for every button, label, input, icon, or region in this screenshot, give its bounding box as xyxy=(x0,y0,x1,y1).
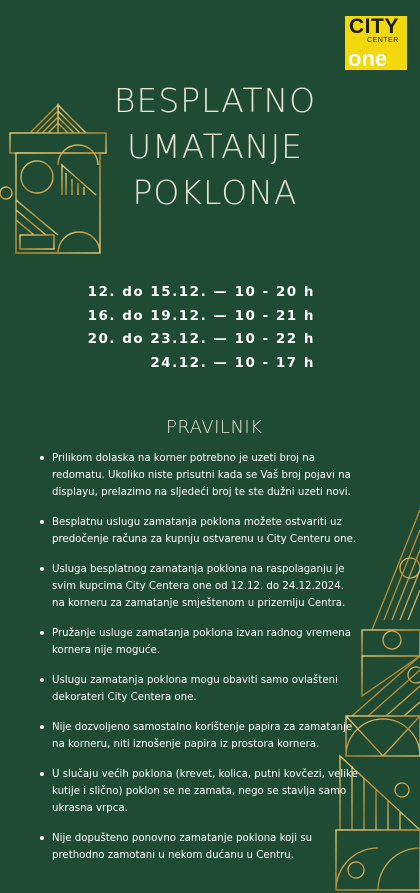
title-line: POKLONA xyxy=(132,173,298,212)
bullet-dot-icon xyxy=(40,520,44,524)
rules-heading: PRAVILNIK xyxy=(166,417,263,438)
logo-center-text: CENTER xyxy=(367,37,399,44)
rule-text: Usluga besplatnog zamatanja poklona na raspolaganju je svim kupcima City Centera one od 12.12. do 24.12.2024. na korneru za zamatanje smještenom u prizemlju Centra. xyxy=(52,564,346,609)
schedule-row: 16. do 19.12. — 10 - 21 h xyxy=(87,307,315,324)
list-item xyxy=(38,561,358,612)
logo-bottom-block xyxy=(345,46,407,71)
logo-one-text: one xyxy=(348,46,388,71)
page-title xyxy=(100,78,330,216)
title-line: BESPLATNO xyxy=(113,81,317,120)
list-item xyxy=(38,766,358,817)
list-item xyxy=(38,625,358,659)
city-center-one-logo xyxy=(345,16,407,70)
schedule-row: 24.12. — 10 - 17 h xyxy=(150,354,315,371)
gift-box-illustration xyxy=(0,95,110,260)
list-item xyxy=(38,450,358,501)
rule-text: U slučaju većih poklona (krevet, kolica, putni kovčezi, velike kutije i slično) poklon se ne zamata, nego se stavlja samo ukrasna vrpca. xyxy=(52,769,358,814)
opening-hours-schedule xyxy=(60,284,360,378)
rule-text: Besplatnu uslugu zamatanja poklona možete ostvariti uz predočenje računa za kupnju ostvarenu u City Centeru one. xyxy=(52,517,357,545)
christmas-tree-illustration xyxy=(332,490,420,893)
list-item xyxy=(38,672,358,706)
bullet-dot-icon xyxy=(40,678,44,682)
list-item xyxy=(38,514,358,548)
rules-list xyxy=(38,450,358,877)
bullet-dot-icon xyxy=(40,836,44,840)
bullet-dot-icon xyxy=(40,725,44,729)
bullet-dot-icon xyxy=(40,631,44,635)
bullet-dot-icon xyxy=(40,567,44,571)
rule-text: Nije dozvoljeno samostalno korištenje papira za zamatanje na korneru, niti iznošenje papira iz prostora kornera. xyxy=(52,722,353,750)
rule-text: Prilikom dolaska na korner potrebno je uzeti broj na redomatu. Ukoliko niste prisutni kada se Vaš broj pojavi na displayu, prelazimo na sljedeći broj te ste dužni uzeti novi. xyxy=(52,453,351,498)
logo-city-text: CITY xyxy=(349,15,399,38)
bullet-dot-icon xyxy=(40,456,44,460)
schedule-row: 20. do 23.12. — 10 - 22 h xyxy=(87,331,315,347)
rule-text: Uslugu zamatanja poklona mogu obaviti samo ovlašteni dekorateri City Centera one. xyxy=(52,675,338,703)
title-line: UMATANJE xyxy=(126,127,304,166)
rule-text: Nije dopušteno ponovno zamatanje poklona koji su prethodno zamotani u nekom dućanu u Centru. xyxy=(52,833,313,861)
list-item xyxy=(38,719,358,753)
bullet-dot-icon xyxy=(40,772,44,776)
schedule-row: 12. do 15.12. — 10 - 20 h xyxy=(87,284,315,300)
list-item xyxy=(38,830,358,864)
rule-text: Pružanje usluge zamatanja poklona izvan radnog vremena kornera nije moguće. xyxy=(52,628,351,656)
